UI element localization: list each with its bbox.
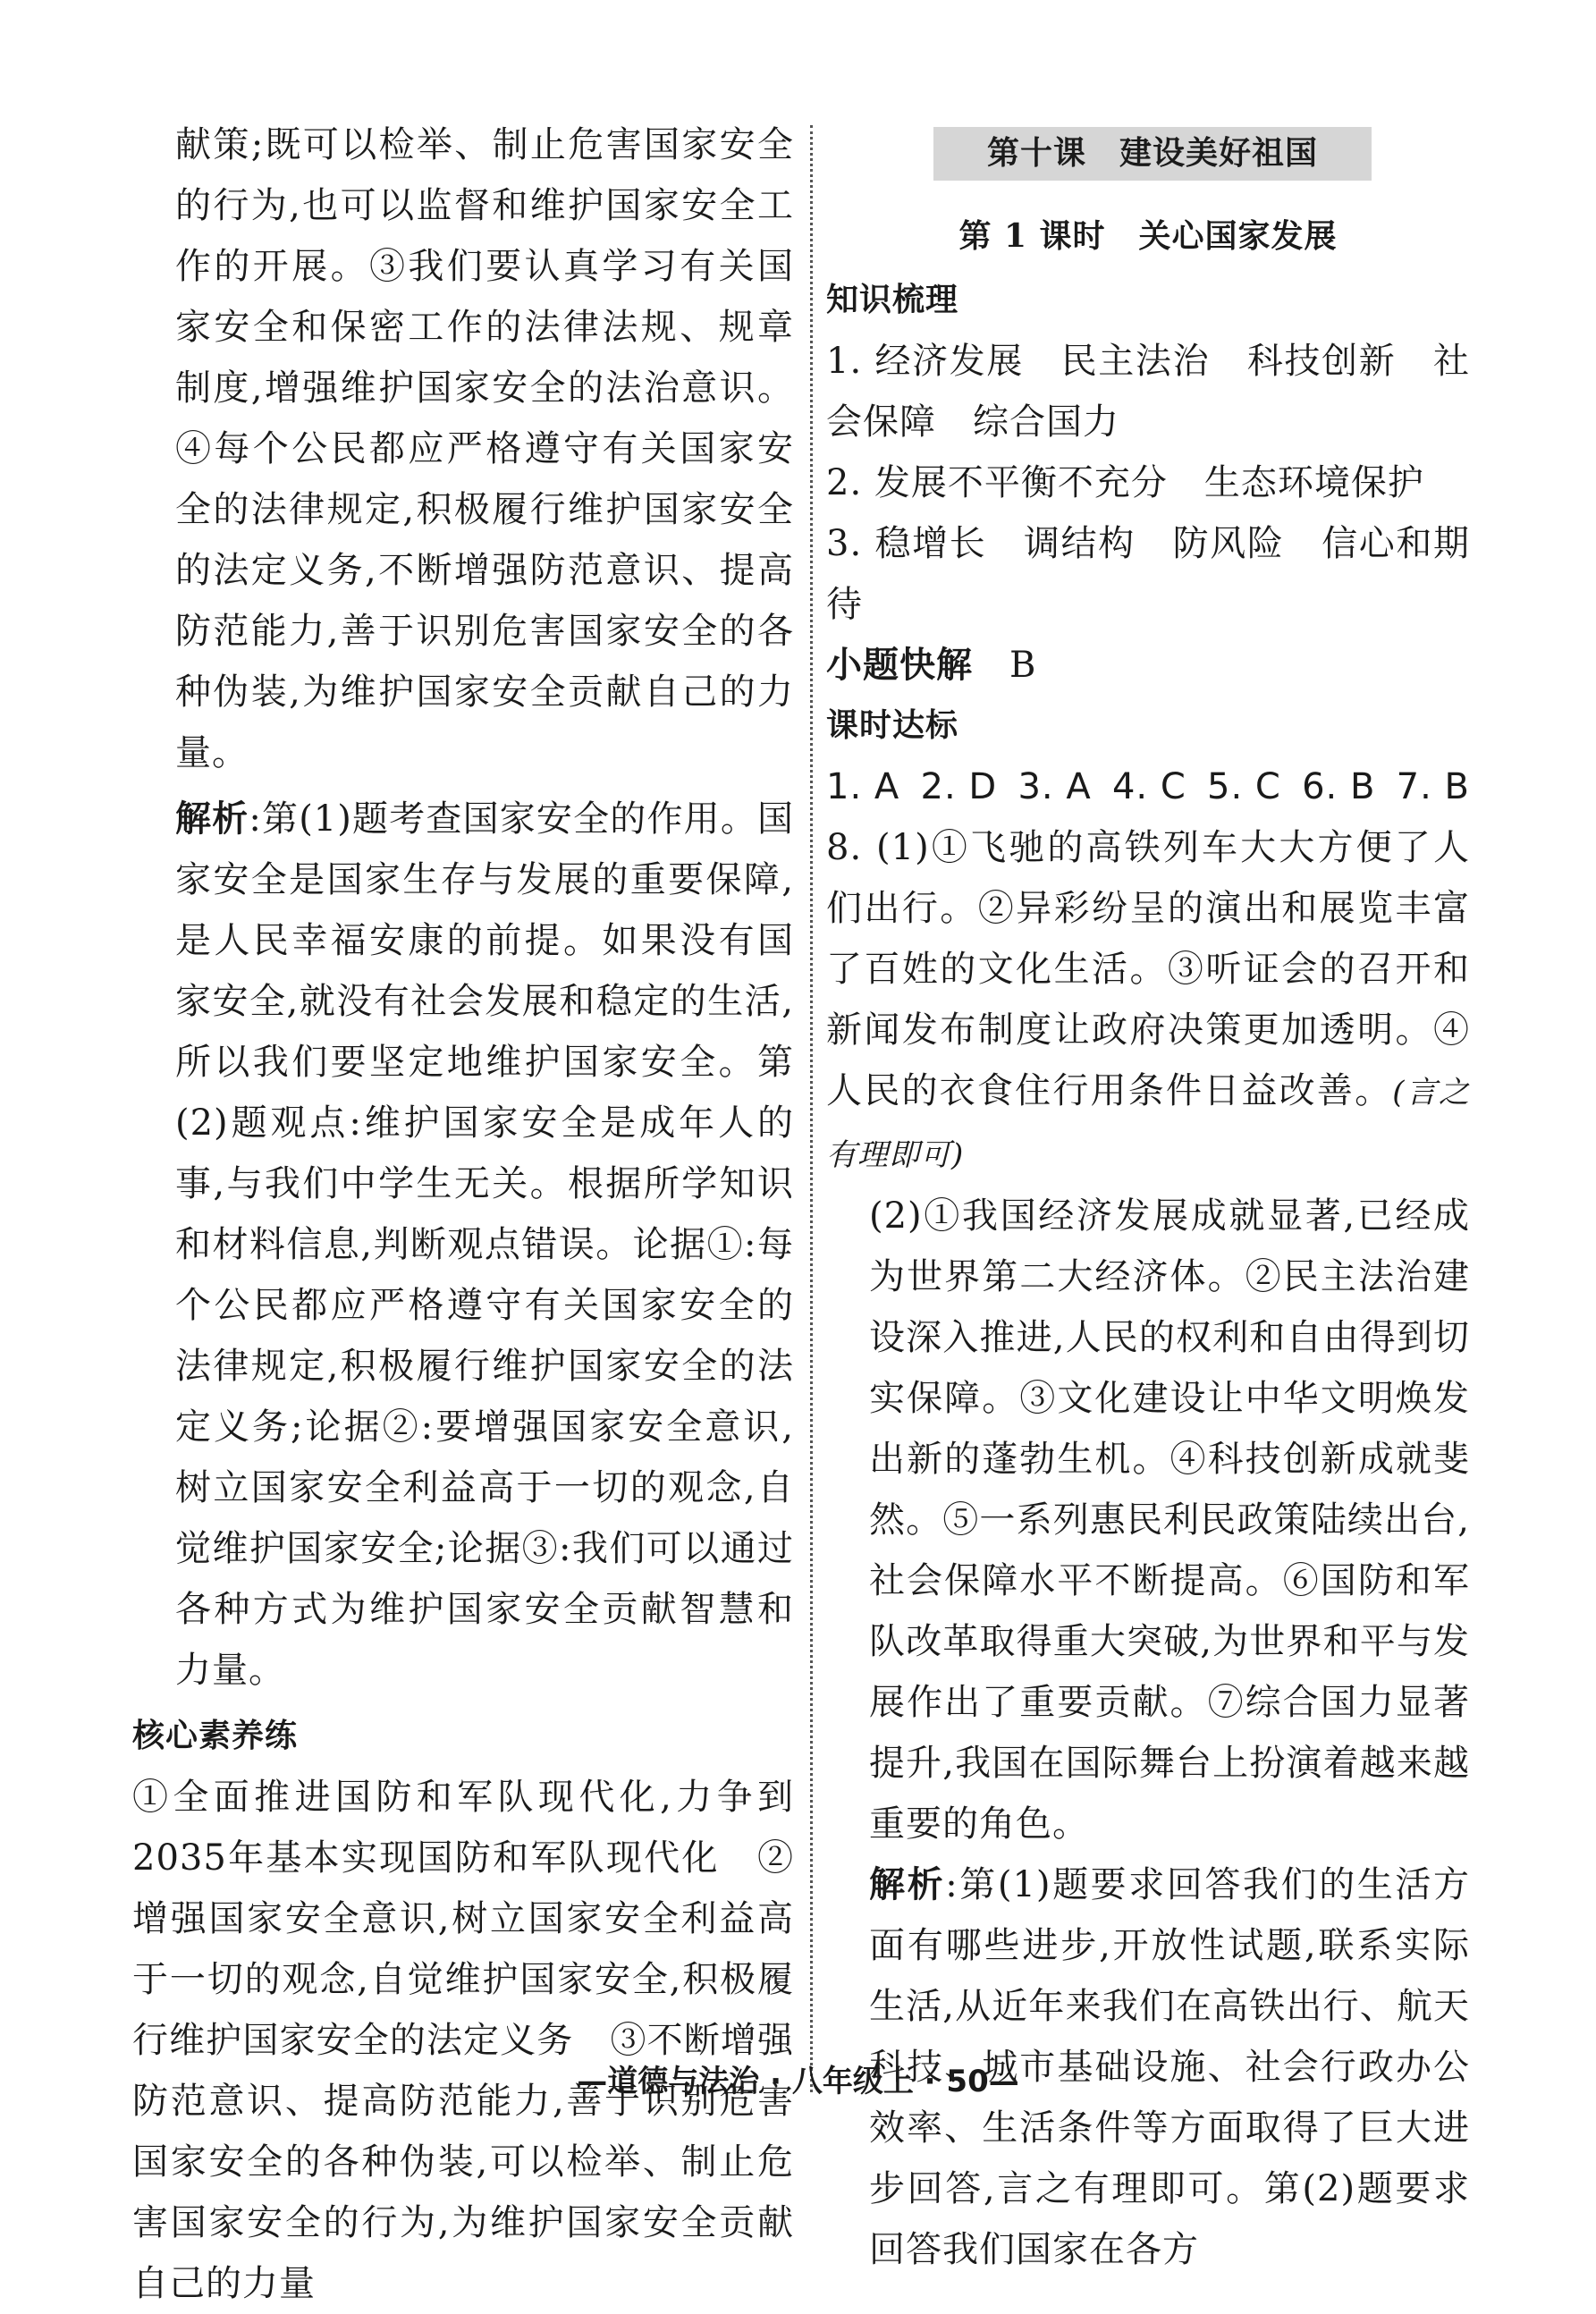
lesson-subtitle: 第 1 课时 关心国家发展 [958,217,1338,255]
answer-item: 6. B [1302,766,1376,807]
quick-answer-label: 小题快解 [826,645,973,686]
column-divider [810,125,813,2092]
answer-item: 1. A [826,766,900,807]
quick-answer-value: B [1009,645,1037,686]
knowledge-heading: 知识梳理 [826,282,959,318]
question-8-part-2: (2)①我国经济发展成就显著,已经成为世界第二大经济体。②民主法治建设深入推进,人民的权利和自由得到切实保障。③文化建设让中华文明焕发出新的蓬勃生机。④科技创新成就斐然。⑤一系列惠民利民政策陆续出台,社会保障水平不断提高。⑥国防和军队改革取得重大突破,为世界和平与发展作出了重要贡献。⑦综合国力显著提升,我国在国际舞台上扮演着越来越重要的角色。 [869,1195,1470,1845]
question-8-part-1 [826,817,1470,1186]
answer-item: 2. D [920,766,998,807]
quick-answer-row [826,635,1470,696]
q8-part1-note: (言之有理即可) [826,1075,1471,1173]
knowledge-item-2: 2. 发展不平衡不充分 生态环境保护 [826,462,1424,503]
answer-item: 4. C [1111,766,1186,807]
answer-item: 3. A [1018,766,1092,807]
left-paragraph-1: 献策;既可以检举、制止危害国家安全的行为,也可以监督和维护国家安全工作的开展。③我们要认真学习有关国家安全和保密工作的法律法规、规章制度,增强维护国家安全的法治意识。④每个公民都应严格遵守有关国家安全的法律规定,积极履行维护国家安全的法定义务,不断增强防范意识、提高防范能力,善于识别危害国家安全的各种伪装,为维护国家安全贡献自己的力量。 [175,124,794,773]
q8-part1-text: 8. (1)①飞驰的高铁列车大大方便了人们出行。②异彩纷呈的演出和展览丰富了百姓的文化生活。③听证会的召开和新闻发布制度让政府决策更加透明。④人民的衣食住行用条件日益改善。 [826,827,1470,1111]
knowledge-item-3: 3. 稳增长 调结构 防风险 信心和期待 [826,523,1470,625]
standard-heading: 课时达标 [826,707,959,744]
core-literacy-heading: 核心素养练 [132,1718,299,1754]
knowledge-item-1: 1. 经济发展 民主法治 科技创新 社会保障 综合国力 [826,341,1470,443]
answers-row [826,756,1470,817]
right-column [826,114,1470,2280]
lesson-title-banner: 第十课 建设美好祖国 [933,127,1372,181]
answer-item: 5. C [1207,766,1281,807]
right-analysis-text: :第(1)题要求回答我们的生活方面有哪些进步,开放性试题,联系实际生活,从近年来我们在高铁出行、航天科技、城市基础设施、社会行政办公效率、生活条件等方面取得了巨大进步回答,言之有理即可。第(2)题要求回答我们国家在各方 [869,1864,1471,2270]
analysis-text: :第(1)题考查国家安全的作用。国家安全是国家生存与发展的重要保障,是人民幸福安康的前提。如果没有国家安全,就没有社会发展和稳定的生活,所以我们要坚定地维护国家安全。第(2)题观点:维护国家安全是成年人的事,与我们中学生无关。根据所学知识和材料信息,判断观点错误。论据①:每个公民都应严格遵守有关国家安全的法律规定,积极履行维护国家安全的法定义务;论据②:要增强国家安全意识,树立国家安全利益高于一切的观念,自觉维护国家安全;论据③:我们可以通过各种方式为维护国家安全贡献智慧和力量。 [175,798,794,1691]
answer-item: 7. B [1396,766,1470,807]
left-analysis [132,789,794,1701]
left-column [132,114,794,2314]
right-analysis-label: 解析 [869,1864,946,1905]
page-footer: —道德与法治 · 八年级上 · 50— [577,2064,1019,2099]
core-literacy-text: ①全面推进国防和军队现代化,力争到2035年基本实现国防和军队现代化 ②增强国家安全意识,树立国家安全利益高于一切的观念,自觉维护国家安全,积极履行维护国家安全的法定义务 ③不断增强防范意识、提高防范能力,善于识别危害国家安全的各种伪装,可以检举、制止危害国家安全的行为,为维护国家安全贡献自己的力量 [132,1777,794,2304]
analysis-label: 解析 [175,798,249,840]
